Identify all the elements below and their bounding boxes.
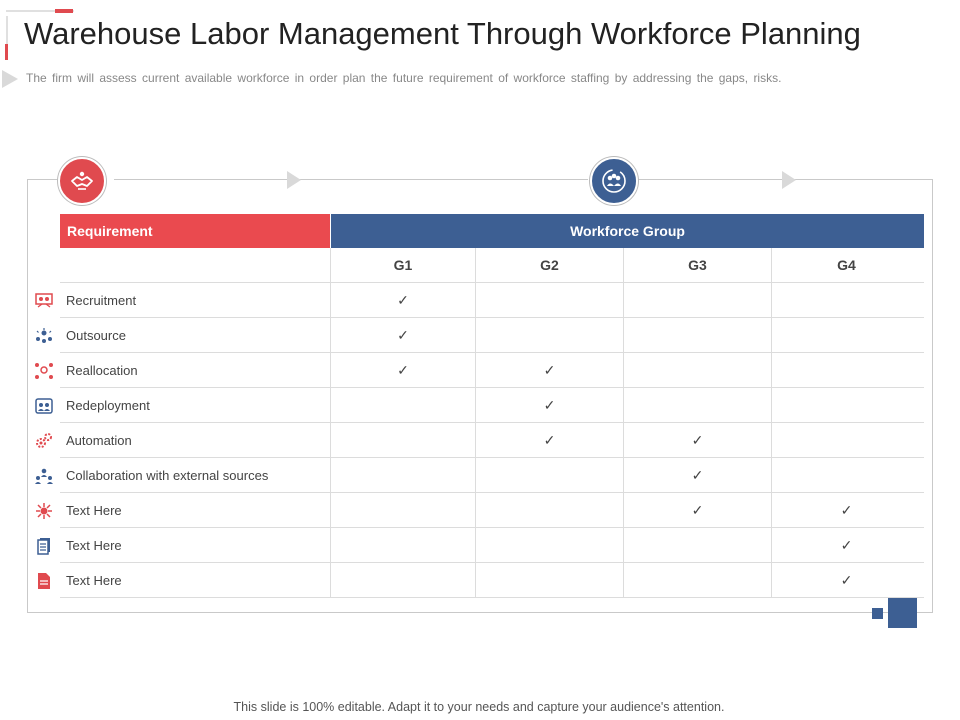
check-cell-g1 [331,563,476,597]
check-cell-g4 [772,388,921,422]
check-cell-g3 [624,388,772,422]
check-cell-g1 [331,493,476,527]
check-cell-g1 [331,353,476,387]
requirement-table [60,248,924,598]
check-icon: ✓ [397,291,409,308]
table-row [60,353,924,388]
redeployment-team-icon [34,396,54,416]
row-label: Recruitment [60,283,331,317]
document-icon [34,571,54,591]
reallocation-network-icon [34,361,54,381]
check-icon: ✓ [543,431,556,448]
check-cell-g1 [331,318,476,352]
check-icon: ✓ [543,396,556,413]
check-icon: ✓ [397,326,409,343]
decor-vertical-line [6,16,8,46]
group-header-g4: G4 [837,257,856,273]
check-icon: ✓ [397,361,409,378]
check-cell-g2 [476,388,624,422]
decor-square-small [872,608,883,619]
table-row [60,493,924,528]
check-cell-g4 [772,353,921,387]
check-icon: ✓ [840,536,853,553]
row-label: Automation [60,423,331,457]
check-icon: ✓ [840,501,853,518]
decor-square-large [888,598,917,628]
footer-note: This slide is 100% editable. Adapt it to your needs and capture your audience's attention. [233,700,725,714]
check-cell-g1 [331,458,476,492]
table-row [60,318,924,353]
check-cell-g3 [624,458,772,492]
check-cell-g1 [331,423,476,457]
table-body [60,283,924,598]
requirement-handshake-icon [58,157,106,205]
check-cell-g2 [476,563,624,597]
table-row [60,563,924,598]
check-cell-g3 [624,318,772,352]
page-title: Warehouse Labor Management Through Workforce Planning [24,16,861,51]
recruitment-board-icon [34,291,54,311]
requirement-header: Requirement [60,214,330,248]
check-cell-g4 [772,493,921,527]
check-cell-g3 [624,353,772,387]
row-label: Text Here [60,493,331,527]
group-header-row [60,248,924,283]
page-subtitle: The firm will assess current available workforce in order plan the future requirement of workforce staffing by addressing the gaps, risks. [26,71,782,85]
check-cell-g2 [476,283,624,317]
check-icon: ✓ [840,571,853,588]
decor-vertical-accent [5,44,8,60]
check-cell-g3 [624,423,772,457]
check-cell-g2 [476,318,624,352]
check-icon: ✓ [691,431,704,448]
check-cell-g1 [331,528,476,562]
table-row [60,528,924,563]
check-cell-g2 [476,493,624,527]
row-label: Collaboration with external sources [60,458,331,492]
check-cell-g3 [624,528,772,562]
group-header-g3: G3 [624,248,772,282]
workforce-group-icon [590,157,638,205]
check-cell-g3 [624,283,772,317]
decor-triangle-icon [2,70,18,88]
gears-icon [34,431,54,451]
table-row [60,423,924,458]
row-label: Outsource [60,318,331,352]
workforce-group-header: Workforce Group [331,214,924,248]
check-cell-g4 [772,423,921,457]
row-label: Reallocation [60,353,331,387]
table-row [60,388,924,423]
check-icon: ✓ [691,501,704,518]
decor-top-accent [55,9,73,13]
check-cell-g4 [772,563,921,597]
check-cell-g2 [476,353,624,387]
arrow-right-icon [287,171,301,189]
document-stack-icon [34,536,54,556]
check-cell-g3 [624,493,772,527]
row-label: Text Here [60,528,331,562]
check-cell-g2 [476,458,624,492]
collaboration-icon [34,466,54,486]
blank-header-cell [60,248,331,282]
check-cell-g1 [331,388,476,422]
check-cell-g1 [331,283,476,317]
virus-network-icon [34,501,54,521]
check-cell-g3 [624,563,772,597]
check-cell-g2 [476,423,624,457]
arrow-right-icon [782,171,796,189]
check-cell-g4 [772,458,921,492]
check-icon: ✓ [543,361,556,378]
check-cell-g2 [476,528,624,562]
row-label: Redeployment [60,388,331,422]
check-cell-g4 [772,318,921,352]
outsource-people-icon [34,326,54,346]
check-cell-g4 [772,528,921,562]
table-row [60,283,924,318]
table-row [60,458,924,493]
check-icon: ✓ [691,466,704,483]
group-header-g1: G1 [331,248,476,282]
group-header-g2: G2 [476,248,624,282]
check-cell-g4 [772,283,921,317]
row-label: Text Here [60,563,331,597]
